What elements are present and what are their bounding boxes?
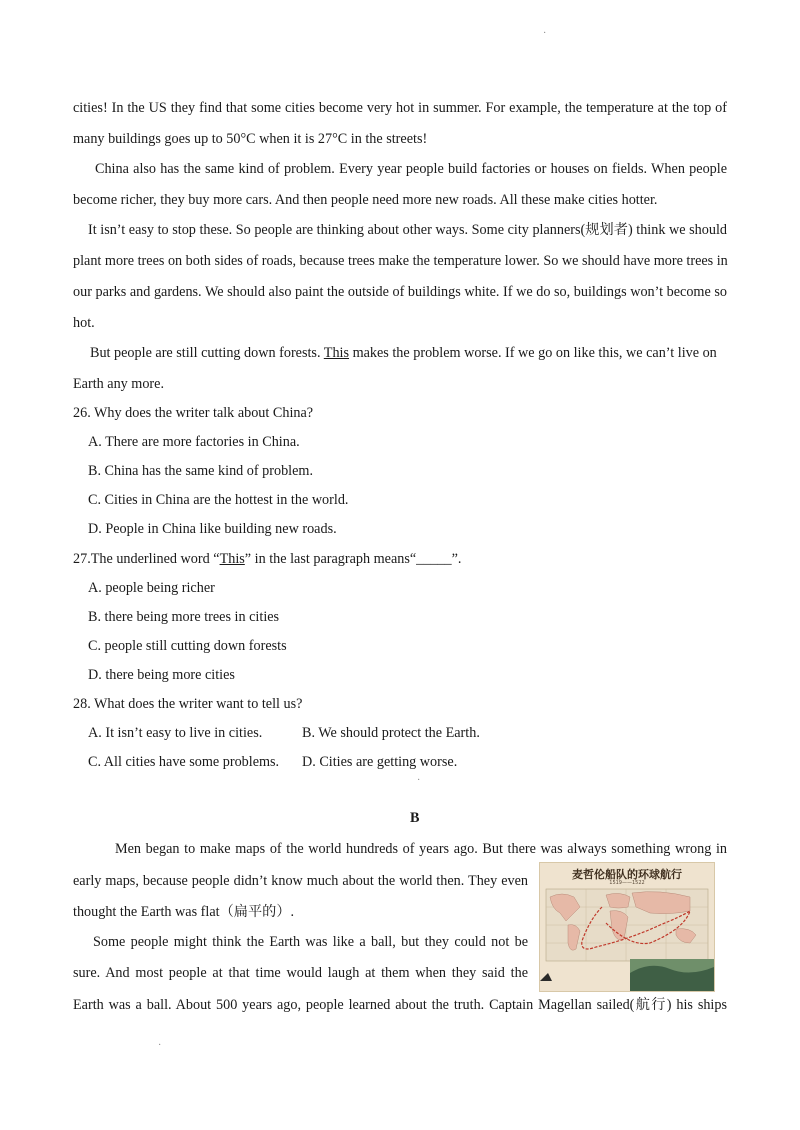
passage-a-line: China also has the same kind of problem. Every year people build factories or houses on fields. When people [95, 161, 727, 177]
passage-a-line: hot. [73, 315, 95, 331]
passage-a-line: Earth any more. [73, 376, 164, 392]
passage-a-text: makes the problem worse. If we go on like this, we can’t live on [349, 345, 717, 361]
passage-b-line: thought the Earth was flat（扁平的）. [73, 904, 295, 920]
question-27-underlined-word: This [219, 551, 245, 567]
stray-mark: · [158, 1040, 162, 1051]
stray-mark: · [417, 775, 421, 786]
question-26-option-a[interactable]: A. There are more factories in China. [88, 434, 300, 450]
question-26-option-d[interactable]: D. People in China like building new roads. [88, 521, 337, 537]
question-27-text: ” in the last paragraph means“_____”. [244, 551, 462, 567]
map-title: 麦哲伦船队的环球航行 [572, 868, 682, 881]
passage-a-line [90, 344, 727, 362]
question-26-option-b[interactable]: B. China has the same kind of problem. [88, 463, 313, 479]
underlined-word: This [323, 345, 350, 361]
passage-b-line: Some people might think the Earth was like a ball, but they could not be [93, 934, 528, 950]
world-map-icon [540, 863, 714, 991]
stray-mark: · [543, 28, 547, 39]
question-27-text: 27.The underlined word “ [73, 551, 220, 567]
question-27-stem [73, 550, 727, 568]
passage-a-text: But people are still cutting down forests. [90, 345, 324, 361]
passage-b-line: sure. And most people at that time would laugh at them when they said the [73, 965, 528, 981]
passage-b-line: Earth was a ball. About 500 years ago, people learned about the truth. Captain Magellan sailed(航行) his ships [73, 997, 727, 1013]
question-27-option-c[interactable]: C. people still cutting down forests [88, 638, 287, 654]
passage-b-line: early maps, because people didn’t know much about the world then. They even [73, 873, 528, 889]
passage-b-line: Men began to make maps of the world hundreds of years ago. But there was always something wrong in [115, 841, 727, 857]
question-27-option-a[interactable]: A. people being richer [88, 580, 215, 596]
ship-icon [540, 973, 552, 981]
passage-a-line: It isn’t easy to stop these. So people are thinking about other ways. Some city planners(规划者) think we should [88, 222, 727, 238]
magellan-voyage-map-image [539, 862, 715, 992]
question-28-option-b[interactable]: B. We should protect the Earth. [302, 725, 480, 741]
question-26-stem: 26. Why does the writer talk about China? [73, 405, 314, 421]
question-28-stem: 28. What does the writer want to tell us? [73, 696, 303, 712]
question-27-option-d[interactable]: D. there being more cities [88, 667, 235, 683]
map-years: 1519——1522 [609, 880, 645, 886]
passage-a-line: our parks and gardens. We should also paint the outside of buildings white. If we do so, buildings won’t become so [73, 284, 727, 300]
question-26-option-c[interactable]: C. Cities in China are the hottest in the world. [88, 492, 349, 508]
passage-a-line: plant more trees on both sides of roads, because trees make the temperature lower. So we should have more trees in [73, 253, 728, 269]
section-b-heading: B [410, 810, 420, 826]
question-28-option-c[interactable]: C. All cities have some problems. [88, 754, 280, 770]
passage-a-line: become richer, they buy more cars. And then people need more new roads. All these make cities hotter. [73, 192, 658, 208]
passage-a-line: many buildings goes up to 50°C when it is 27°C in the streets! [73, 131, 428, 147]
passage-a-line: cities! In the US they find that some cities become very hot in summer. For example, the temperature at the top of [73, 100, 727, 116]
question-27-option-b[interactable]: B. there being more trees in cities [88, 609, 280, 625]
question-28-option-a[interactable]: A. It isn’t easy to live in cities. [88, 725, 263, 741]
question-28-option-d[interactable]: D. Cities are getting worse. [302, 754, 458, 770]
